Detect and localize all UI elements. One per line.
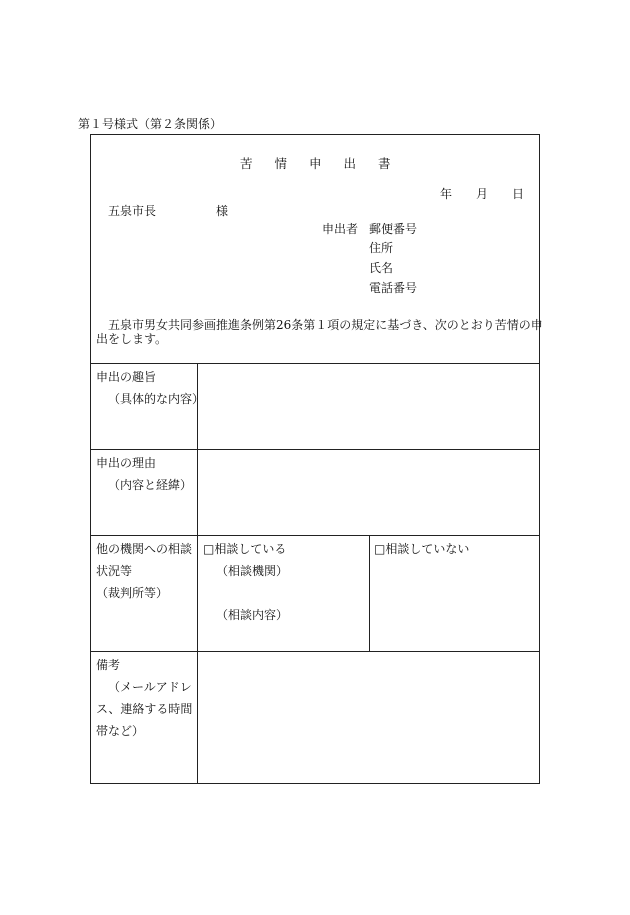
form-number-label: 第１号様式（第２条関係）: [78, 117, 223, 131]
date-month: 月: [476, 187, 489, 201]
column-divider: [369, 535, 370, 651]
postal-code-field: 郵便番号: [369, 222, 418, 236]
addressee-honorific: 様: [216, 204, 229, 218]
address-field: 住所: [369, 241, 394, 255]
consult-content-label: （相談内容）: [216, 608, 289, 622]
form-title: 苦情申出書: [240, 156, 413, 171]
name-field: 氏名: [369, 261, 394, 275]
applicant-label: 申出者: [322, 222, 359, 236]
purpose-label: 申出の趣旨: [96, 370, 157, 384]
date-year: 年: [440, 187, 453, 201]
purpose-sub-label: （具体的な内容）: [108, 392, 205, 406]
reason-sub-label: （内容と経緯）: [108, 478, 193, 492]
column-divider: [197, 363, 198, 784]
statement-line-2: 出をします。: [96, 332, 168, 346]
statement-line-1: 五泉市男女共同参画推進条例第26条第１項の規定に基づき、次のとおり苦情の申: [108, 318, 543, 332]
reason-label: 申出の理由: [96, 456, 157, 470]
remarks-sub-3: 帯など）: [96, 724, 145, 738]
consult-no-checkbox[interactable]: □相談していない: [374, 542, 470, 556]
addressee-name: 五泉市長: [108, 204, 157, 218]
remarks-sub-2: ス、連絡する時間: [96, 702, 193, 716]
remarks-label: 備考: [96, 658, 121, 672]
divider: [91, 651, 539, 652]
date-day: 日: [512, 187, 525, 201]
consult-agency-label: （相談機関）: [216, 564, 289, 578]
remarks-sub-1: （メールアドレ: [108, 680, 192, 694]
consult-yes-checkbox[interactable]: □相談している: [203, 542, 287, 556]
divider: [91, 449, 539, 450]
consult-label-2: 状況等: [96, 564, 133, 578]
divider: [91, 535, 539, 536]
divider: [91, 363, 539, 364]
consult-label: 他の機関への相談: [96, 542, 193, 556]
phone-field: 電話番号: [369, 281, 418, 295]
consult-label-3: （裁判所等）: [96, 586, 169, 600]
